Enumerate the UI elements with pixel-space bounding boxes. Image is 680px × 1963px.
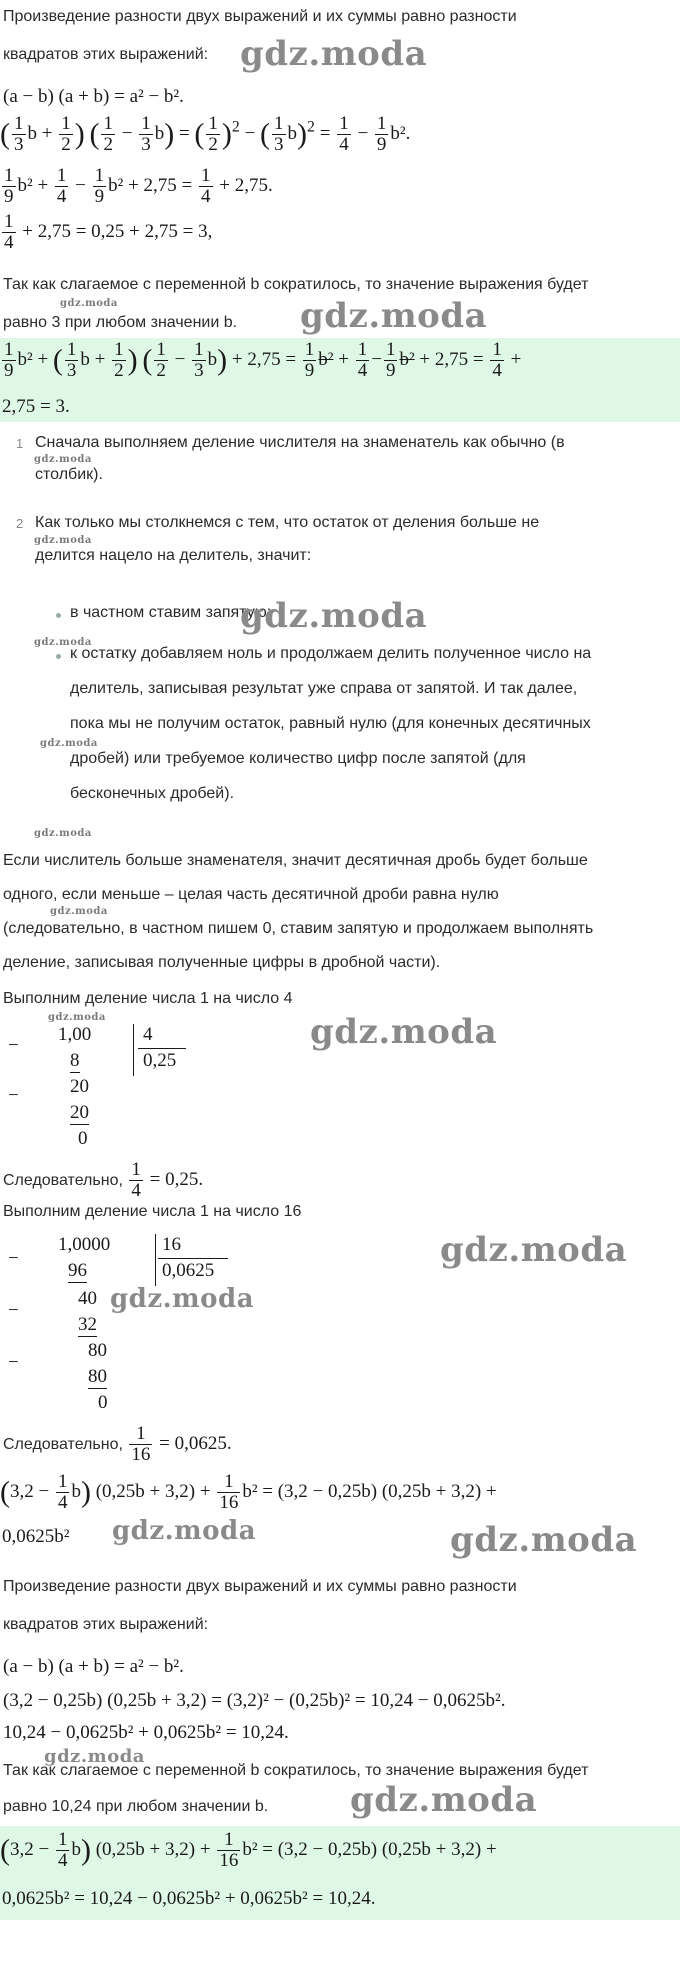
watermark-small: gdz.moda [60, 298, 118, 309]
remainder: 80 [88, 1340, 107, 1361]
paragraph-text: Произведение разности двух выражений и их суммы равно разности [3, 1578, 517, 1595]
paragraph-text: одного, если меньше – целая часть десятичной дроби равна нулю [3, 886, 499, 903]
watermark: gdz.moda [300, 296, 488, 336]
minus-sign: − [8, 1035, 19, 1056]
equation: $\frac{1}{4}$ + 2,75 = 0,25 + 2,75 = 3, [4, 211, 213, 253]
division-bracket [155, 1234, 156, 1286]
watermark-small: gdz.moda [34, 637, 92, 648]
paragraph-text: квадратов этих выражений: [3, 1616, 209, 1633]
bullet-text: в частном ставим запятую; [70, 604, 272, 621]
watermark: gdz.moda [310, 1012, 498, 1052]
dividend: 1,00 [58, 1024, 92, 1045]
paragraph-text: равно 10,24 при любом значении b. [3, 1798, 269, 1815]
bullet-text: к остатку добавляем ноль и продолжаем делить полученное число на [70, 645, 592, 662]
equation: ( $\frac{1}{3}$ b + $\frac{1}{2}$ ) ( $\frac{1}{2}$ − $\frac{1}{3}$ b) = ( $\frac{1}{2}$ )$^2$ − ( $\frac{1}{3}$ b)$^2$ = $\frac{1}{4}$ − $\frac{1}{9}$ b². [0, 113, 411, 155]
minus-sign: − [8, 1085, 19, 1106]
answer-equation: (3,2 − $\frac{1}{4}$ b) (0,25b + 3,2) + $\frac{1}{16}$ b² = (3,2 − 0,25b) (0,25b + 3,2) + [0, 1829, 497, 1871]
subtrahend: 32 [78, 1314, 97, 1335]
bullet-text: пока мы не получим остаток, равный нулю (для конечных десятичных [70, 715, 591, 732]
division-title: Выполним деление числа 1 на число 16 [3, 1203, 302, 1220]
step-number: 2 [16, 516, 24, 531]
step-text: столбик). [35, 466, 103, 483]
remainder: 20 [70, 1076, 89, 1097]
step-text: Сначала выполняем деление числителя на знаменатель как обычно (в [35, 434, 565, 451]
paragraph-text: равно 3 при любом значении b. [3, 314, 238, 331]
paragraph-text: Так как слагаемое с переменной b сократилось, то значение выражения будет [3, 276, 589, 293]
formula: (a − b) (a + b) = a² − b². [3, 86, 184, 107]
paragraph-text: квадратов этих выражений: [3, 46, 209, 63]
bullet-text: бесконечных дробей). [70, 785, 235, 802]
conclusion: Следовательно, $\frac{1}{4}$ = 0,25. [3, 1159, 204, 1201]
subtrahend: 80 [88, 1366, 107, 1387]
paragraph-text: (следовательно, в частном пишем 0, ставим запятую и продолжаем выполнять [3, 920, 594, 937]
step-text: делится нацело на делитель, значит: [35, 547, 312, 564]
paragraph-text: Так как слагаемое с переменной b сократилось, то значение выражения будет [3, 1762, 589, 1779]
bullet-dot [56, 654, 61, 659]
answer-equation-cont: 2,75 = 3. [2, 396, 70, 417]
division-title: Выполним деление числа 1 на число 4 [3, 990, 293, 1007]
divisor: 16 [162, 1234, 181, 1255]
watermark: gdz.moda [240, 596, 428, 636]
quotient: 0,25 [143, 1050, 177, 1071]
paragraph-text: Произведение разности двух выражений и их суммы равно разности [3, 8, 517, 25]
watermark: gdz.moda [112, 1516, 257, 1546]
quotient: 0,0625 [162, 1260, 215, 1281]
divisor: 4 [143, 1024, 153, 1045]
dividend: 1,0000 [58, 1234, 111, 1255]
watermark: gdz.moda [440, 1230, 628, 1270]
subtrahend: 96 [68, 1260, 87, 1281]
equation: 10,24 − 0,0625b² + 0,0625b² = 10,24. [3, 1722, 289, 1743]
watermark-small: gdz.moda [34, 828, 92, 839]
bullet-text: делитель, записывая результат уже справа от запятой. И так далее, [70, 680, 578, 697]
conclusion: Следовательно, $\frac{1}{16}$ = 0,0625. [3, 1423, 232, 1465]
watermark: gdz.moda [240, 34, 428, 74]
watermark-small: gdz.moda [34, 454, 92, 465]
formula: (a − b) (a + b) = a² − b². [3, 1656, 184, 1677]
watermark: gdz.moda [350, 1780, 538, 1820]
division-rule [138, 1048, 186, 1049]
step-number: 1 [16, 436, 24, 451]
watermark: gdz.moda [110, 1284, 255, 1314]
answer-equation-cont: 0,0625b² = 10,24 − 0,0625b² + 0,0625b² = 10,24. [2, 1888, 376, 1909]
bullet-text: дробей) или требуемое количество цифр после запятой (для [70, 750, 526, 767]
paragraph-text: Если числитель больше знаменателя, значит десятичная дробь будет больше [3, 852, 588, 869]
watermark-small: gdz.moda [48, 1012, 106, 1023]
equation: (3,2 − $\frac{1}{4}$ b) (0,25b + 3,2) + $\frac{1}{16}$ b² = (3,2 − 0,25b) (0,25b + 3,2) + [0, 1471, 497, 1513]
equation: $\frac{1}{9}$ b² + $\frac{1}{4}$ − $\frac{1}{9}$ b² + 2,75 = $\frac{1}{4}$ + 2,75. [4, 165, 273, 207]
subtrahend: 8 [70, 1050, 80, 1071]
equation-cont: 0,0625b² [2, 1526, 70, 1547]
watermark: gdz.moda [44, 1746, 145, 1767]
bullet-dot [56, 613, 61, 618]
remainder: 40 [78, 1288, 97, 1309]
watermark: gdz.moda [450, 1520, 638, 1560]
step-text: Как только мы столкнемся с тем, что остаток от деления больше не [35, 514, 540, 531]
paragraph-text: деление, записывая полученные цифры в дробной части). [3, 954, 441, 971]
remainder: 0 [78, 1128, 88, 1149]
minus-sign: − [8, 1352, 19, 1373]
subtrahend: 20 [70, 1102, 89, 1123]
equation: (3,2 − 0,25b) (0,25b + 3,2) = (3,2)² − (0,25b)² = 10,24 − 0,0625b². [3, 1690, 506, 1711]
remainder: 0 [98, 1392, 108, 1413]
division-rule [158, 1258, 228, 1259]
minus-sign: − [8, 1248, 19, 1269]
answer-equation: $\frac{1}{9}$ b² + ( $\frac{1}{3}$ b + $\frac{1}{2}$ ) ( $\frac{1}{2}$ − $\frac{1}{3}$ b) + 2,75 = $\frac{1}{9}$ b² + $\frac{1}{4}$ − $\frac{1}{9}$ b² + 2,75 = $\frac{1}{4}$ + [4, 339, 522, 381]
minus-sign: − [8, 1300, 19, 1321]
watermark-small: gdz.moda [40, 738, 98, 749]
division-bracket [133, 1024, 134, 1076]
watermark-small: gdz.moda [50, 906, 108, 917]
watermark-small: gdz.moda [34, 535, 92, 546]
